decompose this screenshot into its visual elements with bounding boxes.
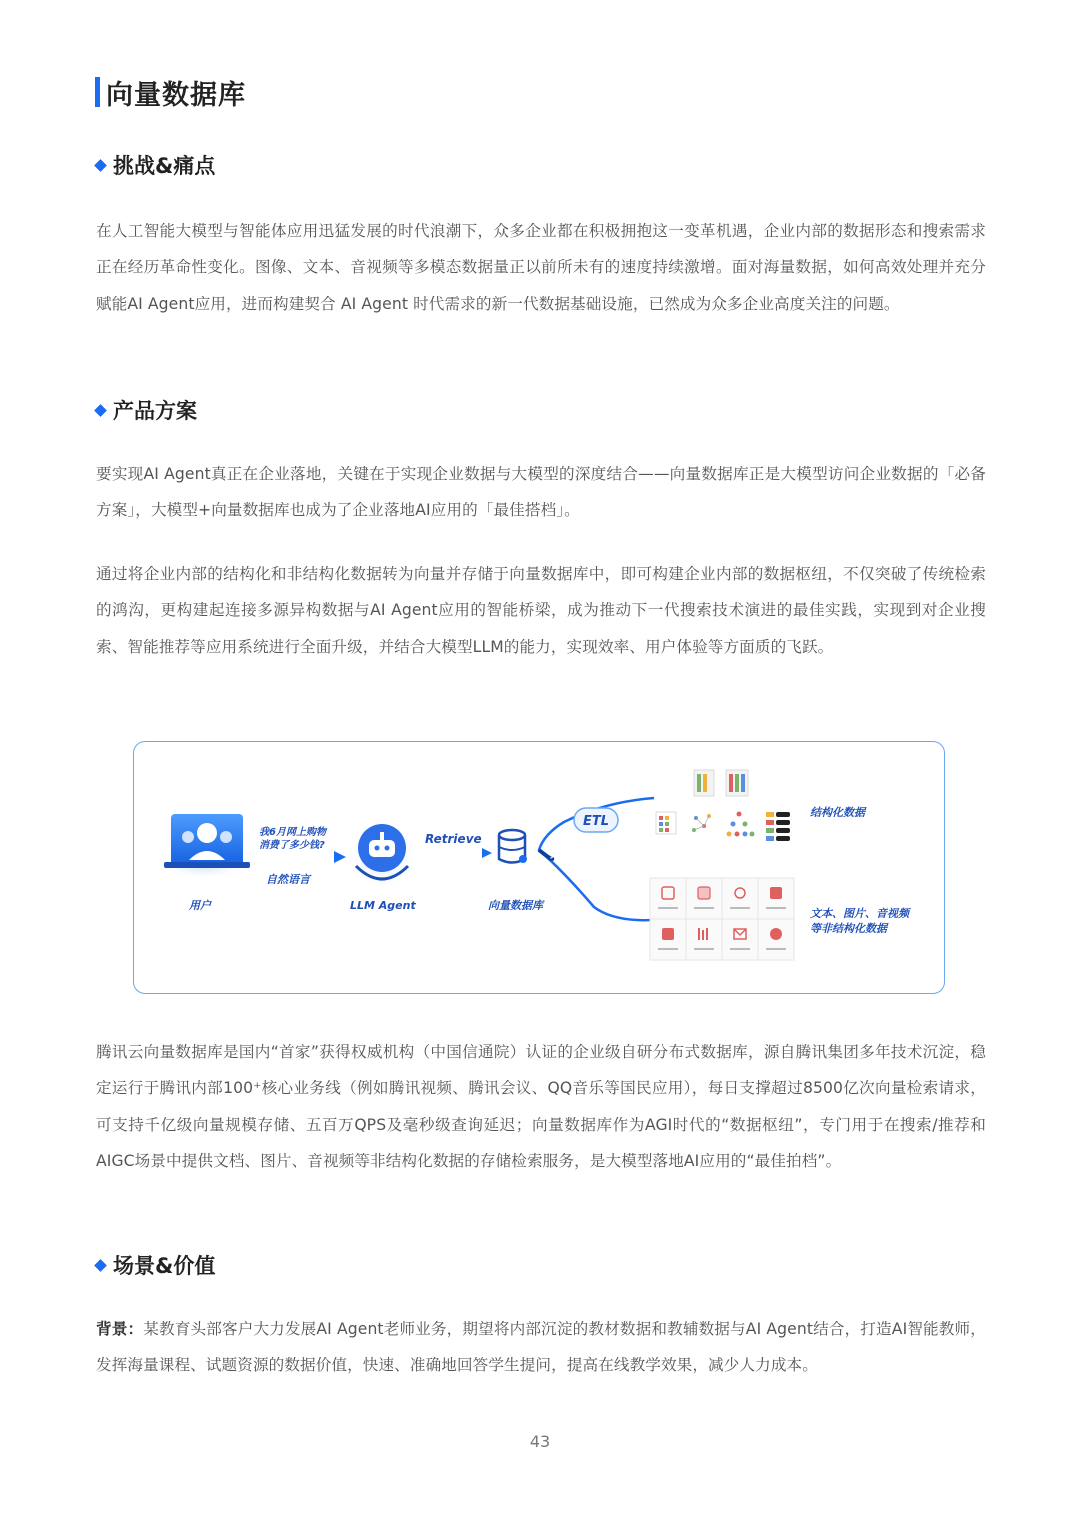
solution-paragraph-3: 腾讯云向量数据库是国内“首家”获得权威机构（中国信通院）认证的企业级自研分布式数据库，源自腾讯集团多年技术沉淀，稳定运行于腾讯内部100⁺核心业务线（例如腾讯视频、腾讯会议、QQ音乐等国民应用），每日支撑超过8500亿次向量检索请求，可支持千亿级向量规模存储、五百万QPS及毫秒级查询延迟；向量数据库作为AGI时代的“数据枢纽”，专门用于在搜索/推荐和AIGC场景中提供文档、图片、音视频等非结构化数据的存储检索服务，是大模型落地AI应用的“最佳拍档”。	[96, 1043, 986, 1170]
scenario-label: 背景：	[96, 1320, 144, 1338]
database-icon	[499, 830, 527, 863]
etl-label: ETL	[583, 814, 610, 829]
scenario-paragraph	[96, 1311, 986, 1384]
section-heading-solution: 产品方案	[96, 395, 197, 425]
user-label: 用户	[189, 899, 211, 912]
section-heading-challenge: 挑战&痛点	[96, 150, 215, 180]
solution-paragraph-1: 要实现AI Agent真正在企业落地，关键在于实现企业数据与大模型的深度结合——向量数据库正是大模型访问企业数据的「必备方案」，大模型+向量数据库也成为了企业落地AI应用的「最佳搭档」。	[96, 465, 986, 520]
unstructured-label-line-1: 文本、图片、音视频	[810, 907, 909, 920]
natural-language-label: 自然语言	[266, 873, 310, 886]
diamond-bullet-icon	[94, 404, 107, 417]
question-line-1: 我6月网上购物	[259, 827, 326, 838]
arrowhead-icon	[482, 848, 492, 858]
page-number: 43	[529, 1432, 551, 1451]
question-line-2: 消费了多少钱?	[259, 840, 325, 851]
vector-db-label: 向量数据库	[488, 899, 543, 912]
unstructured-label-line-2: 等非结构化数据	[810, 922, 887, 935]
diagram-svg	[134, 742, 945, 994]
diamond-bullet-icon	[94, 1259, 107, 1272]
section-heading-scenario: 场景&价值	[96, 1250, 215, 1280]
unstructured-data-grid	[650, 878, 794, 960]
structured-data-icons	[656, 770, 790, 841]
solution-paragraph-2: 通过将企业内部的结构化和非结构化数据转为向量并存储于向量数据库中，即可构建企业内部的数据枢纽，不仅突破了传统检索的鸿沟，更构建起连接多源异构数据与AI Agent应用的智能桥梁，成为推动下一代搜索技术演进的最佳实践，实现到对企业搜索、智能推荐等应用系统进行全面升级，并结合大模型LLM的能力，实现效率、用户体验等方面质的飞跃。	[96, 565, 986, 656]
diamond-bullet-icon	[94, 159, 107, 172]
user-icon	[158, 814, 250, 879]
scenario-text: 某教育头部客户大力发展AI Agent老师业务，期望将内部沉淀的教材数据和教辅数据与AI Agent结合，打造AI智能教师，发挥海量课程、试题资源的数据价值，快速、准确地回答学生提问，提高在线教学效果，减少人力成本。	[96, 1320, 986, 1375]
page-title: 向量数据库	[106, 79, 246, 111]
retrieve-label: Retrieve	[425, 832, 482, 846]
title-accent-bar	[95, 77, 100, 107]
page-title-block	[95, 74, 246, 110]
structured-data-label: 结构化数据	[810, 806, 865, 819]
llm-agent-label: LLM Agent	[350, 899, 416, 912]
challenge-paragraph: 在人工智能大模型与智能体应用迅猛发展的时代浪潮下，众多企业都在积极拥抱这一变革机遇，企业内部的数据形态和搜索需求正在经历革命性变化。图像、文本、音视频等多模态数据量正以前所未有的速度持续激增。面对海量数据，如何高效处理并充分赋能AI Agent应用，进而构建契合 AI Agent 时代需求的新一代数据基础设施，已然成为众多企业高度关注的问题。	[96, 222, 986, 313]
architecture-diagram	[133, 741, 945, 994]
llm-agent-icon	[344, 816, 420, 892]
